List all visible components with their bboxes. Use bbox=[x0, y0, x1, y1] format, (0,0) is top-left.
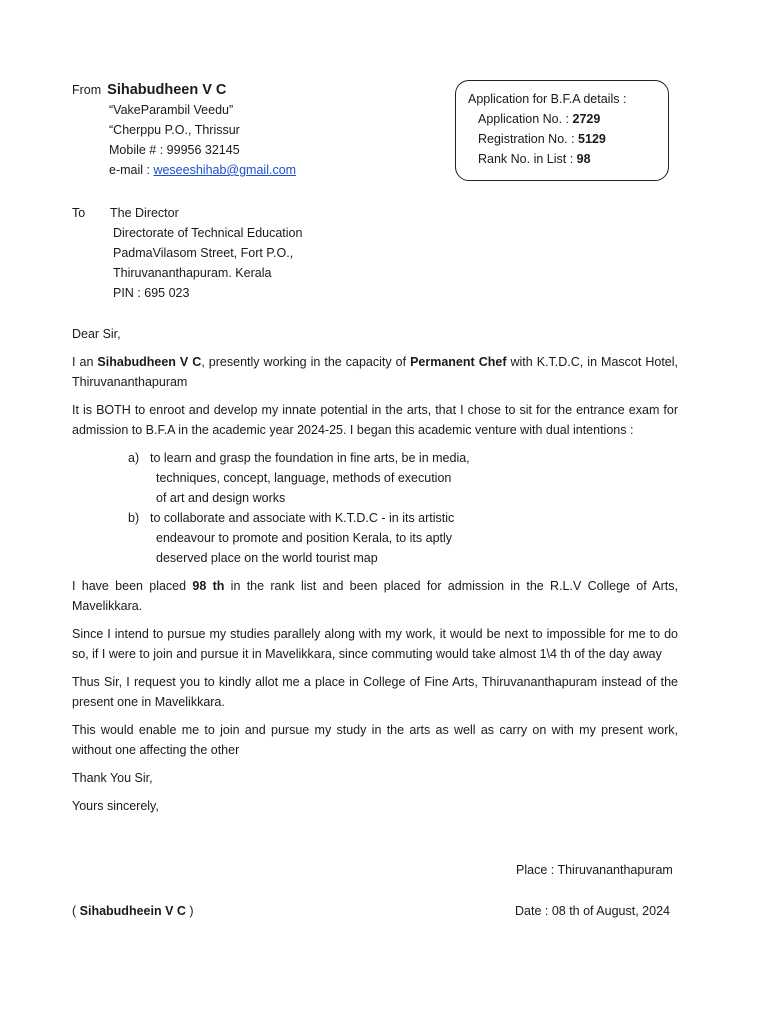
application-details-title: Application for B.F.A details : bbox=[468, 92, 627, 106]
salutation: Dear Sir, bbox=[72, 327, 121, 341]
intro-name: Sihabudheen V C bbox=[97, 355, 202, 369]
application-details-box bbox=[455, 80, 669, 181]
sender-block bbox=[72, 80, 296, 180]
email-label: e-mail : bbox=[109, 163, 154, 177]
list-line: to collaborate and associate with K.T.D.C - in its artistic bbox=[150, 511, 455, 525]
rank-paragraph bbox=[72, 576, 678, 616]
signature-line bbox=[72, 901, 194, 921]
sender-email-row bbox=[109, 160, 296, 180]
from-label: From bbox=[72, 83, 102, 97]
to-label: To bbox=[72, 206, 86, 220]
signature-name: Sihabudheein V C bbox=[79, 904, 186, 918]
request-paragraph: Thus Sir, I request you to kindly allot me a place in College of Fine Arts, Thiruvananthapuram instead of the present one in Mavelikkara. bbox=[72, 675, 678, 709]
rank-text: in the rank list and been placed for admission in the R.L.V College of Arts, Mavelikkara. bbox=[72, 579, 678, 613]
list-marker: b) bbox=[128, 511, 140, 525]
list-marker: a) bbox=[128, 451, 140, 465]
intro-text: , presently working in the capacity of bbox=[201, 355, 411, 369]
recipient-line: PIN : 695 023 bbox=[113, 286, 190, 300]
intro-paragraph bbox=[72, 352, 678, 392]
rank-value: 98 th bbox=[192, 579, 225, 593]
list-line: deserved place on the world tourist map bbox=[156, 551, 378, 565]
sender-name-row bbox=[72, 80, 296, 100]
list-item bbox=[72, 448, 678, 508]
recipient-first-row bbox=[72, 203, 302, 223]
purpose-paragraph: It is BOTH to enroot and develop my innate potential in the arts, that I chose to sit for the entrance exam for admission to B.F.A in the academic year 2024-25. I began this academic venture with dual intentions : bbox=[72, 403, 678, 437]
rank-number-row bbox=[478, 149, 668, 169]
recipient-line: Thiruvananthapuram. Kerala bbox=[113, 266, 272, 280]
registration-number-value: 5129 bbox=[578, 132, 606, 146]
benefit-paragraph: This would enable me to join and pursue my study in the arts as well as carry on with my present work, without one affecting the other bbox=[72, 723, 678, 757]
place-line: Place : Thiruvananthapuram bbox=[516, 863, 673, 877]
sender-address-line2: “Cherppu P.O., Thrissur bbox=[109, 123, 240, 137]
sender-name: Sihabudheen V C bbox=[107, 82, 227, 98]
email-link[interactable]: weseeshihab@gmail.com bbox=[153, 163, 297, 177]
sender-address-line1: “VakeParambil Veedu” bbox=[109, 103, 234, 117]
list-line: of art and design works bbox=[156, 491, 286, 505]
rank-text: I have been placed bbox=[72, 579, 193, 593]
signature-bracket: ) bbox=[185, 904, 194, 918]
list-line: techniques, concept, language, methods of execution bbox=[156, 471, 452, 485]
registration-number-label: Registration No. : bbox=[478, 132, 579, 146]
intentions-list bbox=[72, 448, 678, 568]
intro-text: with K.T.D.C, in Mascot Hotel, Thiruvananthapuram bbox=[72, 355, 678, 389]
sender-mobile: Mobile # : 99956 32145 bbox=[109, 143, 240, 157]
reason-paragraph: Since I intend to pursue my studies parallely along with my work, it would be next to impossible for me to do so, if I were to join and pursue it in Mavelikkara, since commuting would take almost 1\4 th of the day away bbox=[72, 627, 678, 661]
signature-bracket: ( bbox=[72, 904, 80, 918]
list-item bbox=[72, 508, 678, 568]
recipient-line: PadmaVilasom Street, Fort P.O., bbox=[113, 246, 294, 260]
recipient-line: Directorate of Technical Education bbox=[113, 226, 303, 240]
intro-text: I an bbox=[72, 355, 98, 369]
registration-number-row bbox=[478, 129, 668, 149]
intro-role: Permanent Chef bbox=[410, 355, 507, 369]
application-number-row bbox=[478, 109, 668, 129]
date-line: Date : 08 th of August, 2024 bbox=[515, 904, 670, 918]
application-number-label: Application No. : bbox=[478, 112, 573, 126]
sincerely-line: Yours sincerely, bbox=[72, 799, 159, 813]
list-line: endeavour to promote and position Kerala, to its aptly bbox=[156, 531, 453, 545]
rank-number-value: 98 bbox=[576, 152, 591, 166]
letter-body bbox=[72, 324, 678, 824]
list-line: to learn and grasp the foundation in fine arts, be in media, bbox=[150, 451, 470, 465]
rank-number-label: Rank No. in List : bbox=[478, 152, 577, 166]
application-number-value: 2729 bbox=[572, 112, 601, 126]
thanks-line: Thank You Sir, bbox=[72, 771, 153, 785]
recipient-line: The Director bbox=[110, 206, 179, 220]
recipient-block bbox=[72, 203, 302, 303]
